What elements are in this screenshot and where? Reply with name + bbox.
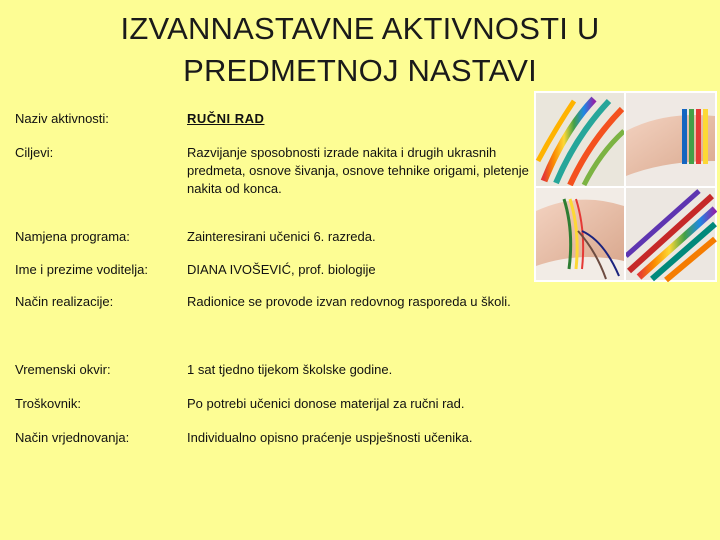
title-line-2: PREDMETNOJ NASTAVI (183, 53, 537, 88)
row-value: Po potrebi učenici donose materijal za ručni rad. (187, 396, 465, 411)
row-label: Troškovnik: (15, 396, 81, 411)
photo-bracelets-flat (626, 188, 715, 280)
row-value: Individualno opisno praćenje uspješnosti učenika. (187, 430, 473, 445)
row-label: Ciljevi: (15, 145, 54, 160)
row-value: DIANA IVOŠEVIĆ, prof. biologije (187, 262, 376, 277)
page-title (0, 8, 720, 92)
row-value: 1 sat tjedno tijekom školske godine. (187, 362, 393, 377)
row-value: Zainteresirani učenici 6. razreda. (187, 229, 376, 244)
bracelets-photo-collage (534, 91, 717, 282)
photo-wrist-top (626, 93, 715, 186)
row-label: Način vrjednovanja: (15, 430, 130, 445)
row-label: Ime i prezime voditelja: (15, 262, 148, 277)
row-label: Način realizacije: (15, 294, 114, 309)
photo-bracelets-stack (536, 93, 624, 186)
title-line-1: IZVANNASTAVNE AKTIVNOSTI U (120, 11, 600, 46)
row-value: Razvijanje sposobnosti izrade nakita i drugih ukrasnih predmeta, osnove šivanja, osnove tehnike origami, pletenje nakita od konca. (187, 145, 529, 196)
row-value: RUČNI RAD (187, 111, 265, 126)
row-label: Vremenski okvir: (15, 362, 111, 377)
row-label: Namjena programa: (15, 229, 130, 244)
row-label: Naziv aktivnosti: (15, 111, 109, 126)
photo-wrist-bottom (536, 188, 624, 280)
row-value: Radionice se provode izvan redovnog rasporeda u školi. (187, 294, 511, 309)
